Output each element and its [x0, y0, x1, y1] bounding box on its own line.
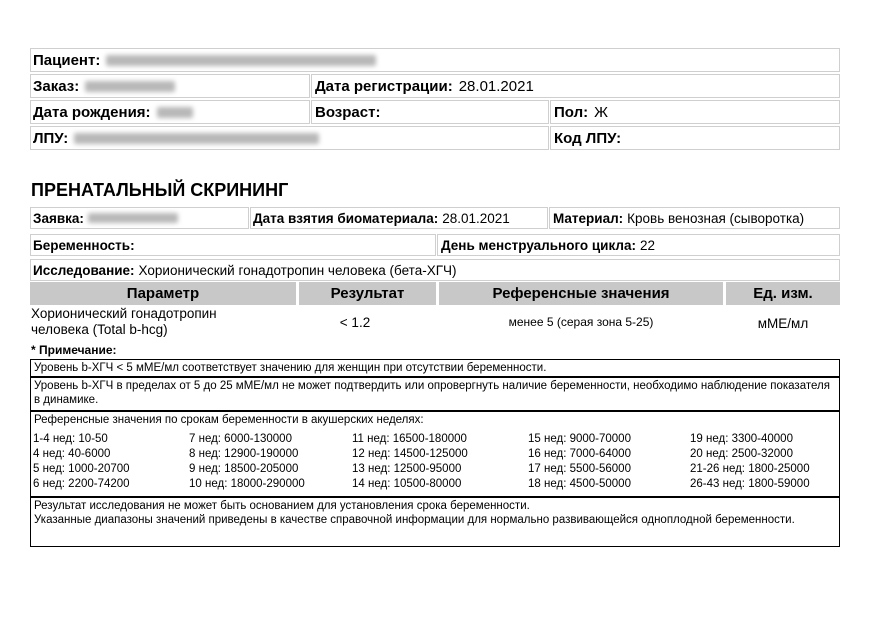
registration-label: Дата регистрации: [315, 77, 453, 95]
parameter-line-1: Хорионический гонадотропин [31, 306, 217, 321]
header-reference: Референсные значения [439, 282, 723, 305]
biomaterial-date: 28.01.2021 [442, 210, 510, 226]
patient-label: Пациент: [33, 51, 101, 69]
pregnancy-field [33, 234, 139, 256]
gestation-column-1 [33, 432, 130, 492]
gestation-column-2 [189, 432, 305, 492]
sex-label: Пол: [554, 103, 589, 121]
header-parameter: Параметр [30, 282, 296, 305]
lpu-name-redacted [74, 133, 319, 144]
cycle-day-label: День менструального цикла: [441, 237, 636, 253]
gestation-item: 1-4 нед: 10-50 [33, 433, 108, 445]
birth-label: Дата рождения: [33, 103, 151, 121]
note-3-line-1: Результат исследования не может быть основанием для установления срока беременности. [34, 500, 530, 512]
lpu-code-field [554, 126, 627, 150]
note-2 [30, 377, 840, 411]
note-3 [30, 497, 840, 547]
material-field [553, 207, 804, 229]
request-label: Заявка: [33, 210, 84, 226]
gestation-item: 4 нед: 40-6000 [33, 448, 111, 460]
request-number-redacted [88, 213, 178, 223]
order-label: Заказ: [33, 77, 80, 95]
study-label: Исследование: [33, 262, 135, 278]
section-title: ПРЕНАТАЛЬНЫЙ СКРИНИНГ [31, 180, 289, 200]
parameter-line-2: человека (Total b-hcg) [31, 322, 168, 337]
gestation-item: 5 нед: 1000-20700 [33, 463, 130, 475]
gestation-item: 11 нед: 16500-180000 [352, 433, 467, 445]
gestation-item: 21-26 нед: 1800-25000 [690, 463, 810, 475]
gestation-item: 8 нед: 12900-190000 [189, 448, 299, 460]
age-label: Возраст: [315, 103, 381, 121]
gestation-item: 6 нед: 2200-74200 [33, 478, 130, 490]
material-value: Кровь венозная (сыворотка) [627, 210, 805, 226]
gestation-item: 18 нед: 4500-50000 [528, 478, 631, 490]
gestation-item: 13 нед: 12500-95000 [352, 463, 462, 475]
gestation-item: 17 нед: 5500-56000 [528, 463, 631, 475]
study-field [33, 259, 457, 281]
biomaterial-field [253, 207, 510, 229]
pregnancy-label: Беременность: [33, 237, 135, 253]
birth-date-redacted [157, 107, 193, 118]
gestation-column-5 [690, 432, 810, 492]
gestation-item: 9 нед: 18500-205000 [189, 463, 299, 475]
cycle-day-field [441, 234, 655, 256]
notes-title: * Примечание: [31, 343, 117, 357]
sex-field [554, 100, 608, 124]
order-field [33, 74, 175, 98]
lpu-code-label: Код ЛПУ: [554, 129, 622, 147]
gestation-column-3 [352, 432, 468, 492]
order-number-redacted [85, 81, 175, 92]
registration-field [315, 74, 534, 98]
gestation-item: 10 нед: 18000-290000 [189, 478, 305, 490]
note-1 [30, 359, 840, 377]
result-reference: менее 5 (серая зона 5-25) [508, 315, 654, 329]
age-field [315, 100, 386, 124]
lpu-label: ЛПУ: [33, 129, 69, 147]
gestation-item: 26-43 нед: 1800-59000 [690, 478, 810, 490]
gestation-title: Референсные значения по срокам беременности в акушерских неделях: [34, 414, 424, 426]
result-parameter [31, 306, 217, 338]
patient-name-redacted [106, 55, 376, 66]
biomaterial-date-label: Дата взятия биоматериала: [253, 210, 439, 226]
gestation-item: 15 нед: 9000-70000 [528, 433, 631, 445]
registration-date: 28.01.2021 [458, 77, 534, 95]
cycle-day-value: 22 [640, 237, 656, 253]
result-unit: мМЕ/мл [757, 316, 809, 331]
request-field [33, 207, 178, 229]
gestation-item: 14 нед: 10500-80000 [352, 478, 462, 490]
sex-value: Ж [594, 103, 608, 121]
header-result: Результат [299, 282, 436, 305]
note-3-line-2: Указанные диапазоны значений приведены в качестве справочной информации для нормально развивающейся одноплодной беременности. [34, 514, 795, 526]
note-1-text: Уровень b-ХГЧ < 5 мМЕ/мл соответствует значению для женщин при отсутствии беременности. [34, 362, 547, 374]
gestation-item: 20 нед: 2500-32000 [690, 448, 793, 460]
result-value: < 1.2 [339, 315, 371, 330]
gestation-column-4 [528, 432, 631, 492]
gestation-item: 7 нед: 6000-130000 [189, 433, 292, 445]
study-value: Хорионический гонадотропин человека (бета-ХГЧ) [138, 262, 457, 278]
birth-field [33, 100, 193, 124]
gestation-item: 12 нед: 14500-125000 [352, 448, 468, 460]
patient-field [33, 48, 376, 72]
header-unit: Ед. изм. [726, 282, 840, 305]
lpu-field [33, 126, 319, 150]
note-2-text: Уровень b-ХГЧ в пределах от 5 до 25 мМЕ/мл не может подтвердить или опровергнуть наличие беременности, необходимо наблюдение показателя в динамике. [34, 380, 830, 406]
gestation-item: 16 нед: 7000-64000 [528, 448, 631, 460]
gestation-item: 19 нед: 3300-40000 [690, 433, 793, 445]
material-label: Материал: [553, 210, 624, 226]
